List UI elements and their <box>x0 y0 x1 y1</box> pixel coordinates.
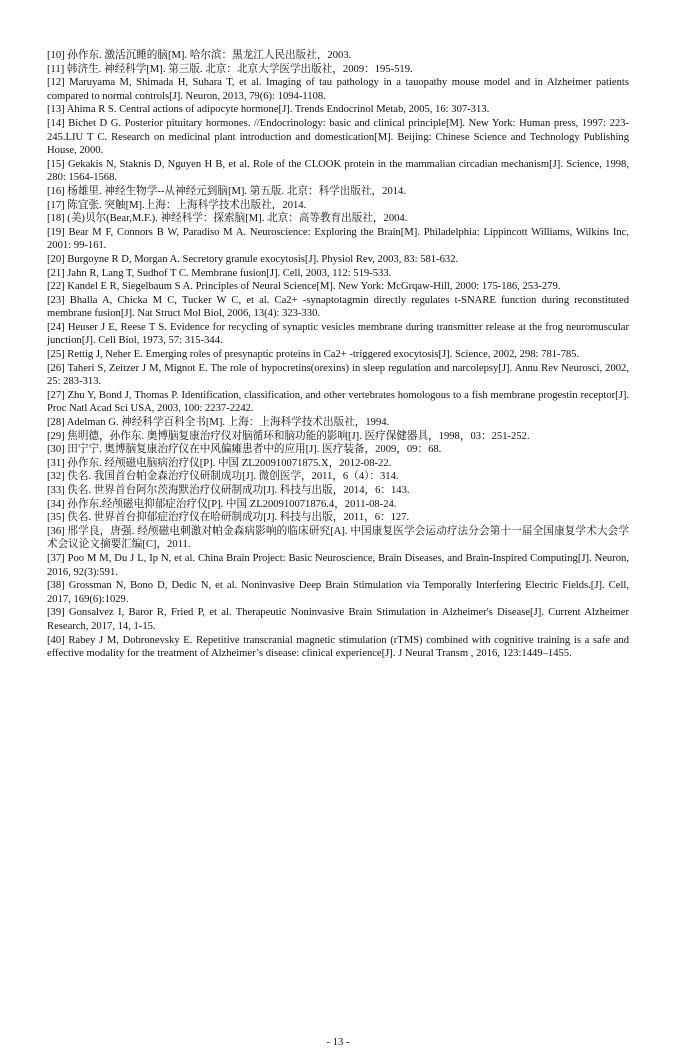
reference-entry: [10] 孙作东. 激活沉睡的脑[M]. 哈尔滨：黑龙江人民出版社，2003. <box>47 50 352 61</box>
reference-entry: [30] 田宁宁. 奥博脑复康治疗仪在中风偏瘫患者中的应用[J]. 医疗装备，2009，09：68. <box>47 444 442 456</box>
reference-entry: [32] 佚名. 我国首台帕金森治疗仪研制成功[J]. 微创医学，2011，6（4）：314. <box>47 471 399 483</box>
reference-entry: [20] Burgoyne R D, Morgan A. Secretory granule exocytosis[J]. Physiol Rev, 2003, 83: 581-632. <box>47 253 459 265</box>
reference-entry: [34] 孙作东.经颅磁电抑郁症治疗仪[P]. 中国 ZL200910071876.4，2011-08-24. <box>47 498 397 510</box>
page-number: - 13 - <box>326 1037 350 1048</box>
reference-entry: [14] Bichet D G. Posterior pituitary hormones. //Endocrinology: basic and clinical principle[M]. New York: Human press, 1997: 223-245.LIU T C. Research on medicinal plant introduction and domestication[M]. Beijing: Chinese Science and Technology Publishing House, 2000. <box>47 117 629 157</box>
reference-entry: [35] 佚名. 世界首台抑郁症治疗仪在哈研制成功[J]. 科技与出版，2011，6：127. <box>47 512 410 524</box>
reference-entry: [38] Grossman N, Bono D, Dedic N, et al. Noninvasive Deep Brain Stimulation via Temporally Interfering Electric Fields.[J]. Cell, 2017, 169(6):1029. <box>47 580 629 605</box>
reference-entry: [15] Gekakis N, Staknis D, Nguyen H B, et al. Role of the CLOOK protein in the mammalian circadian mechanism[J]. Science, 1998, 280: 1564-1568. <box>47 158 629 184</box>
reference-entry: [22] Kandel E R, Siegelbaum S A. Principles of Neural Science[M]. New York: McGrqaw-Hill, 2000: 175-186, 253-279. <box>47 281 561 293</box>
reference-entry: [11] 韩济生. 神经科学[M]. 第三版. 北京：北京大学医学出版社，2009：195-519. <box>47 63 413 75</box>
reference-entry: [29] 焦明德，孙作东. 奥博脑复康治疗仪对脑循环和脑功能的影响[J]. 医疗保健器具，1998，03：251-252. <box>47 430 530 442</box>
reference-entry: [21] Jahn R, Lang T, Sudhof T C. Membrane fusion[J]. Cell, 2003, 112: 519-533. <box>47 267 392 279</box>
reference-entry: [16] 杨雄里. 神经生物学--从神经元到脑[M]. 第五版. 北京：科学出版社，2014. <box>47 185 406 197</box>
reference-entry: [12] Maruyama M, Shimada H, Suhara T, et al. Imaging of tau pathology in a tauopathy mouse model and in Alzheimer patients compared to normal controls[J]. Neuron, 2013, 79(6): 1094-1108. <box>47 77 629 102</box>
reference-entry: [28] Adelman G. 神经科学百科全书[M]. 上海：上海科学技术出版社，1994. <box>47 417 390 429</box>
reference-list <box>47 49 629 661</box>
reference-entry: [25] Rettig J, Neher E. Emerging roles of presynaptic proteins in Ca2+ -triggered exocytosis[J]. Science, 2002, 298: 781-785. <box>47 349 580 361</box>
reference-entry: [17] 陈宜张. 突触[M].上海：上海科学技术出版社，2014. <box>47 199 307 211</box>
reference-entry: [39] Gonsalvez I, Baror R, Fried P, et al. Therapeutic Noninvasive Brain Stimulation in Alzheimer's Disease[J]. Current Alzheimer Research, 2017, 14, 1-15. <box>47 607 629 632</box>
reference-entry: [37] Poo M M, Du J L, Ip N, et al. China Brain Project: Basic Neuroscience, Brain Diseases, and Brain-Inspired Computing[J]. Neuron, 2016, 92(3):591. <box>47 552 629 578</box>
reference-entry: [23] Bhalla A, Chicka M C, Tucker W C, et al. Ca2+ -synaptotagmin directly regulates t-SNARE function during reconstituted membrane fusion[J]. Nat Struct Mol Biol, 2006, 13(4): 323-330. <box>47 294 629 320</box>
reference-entry: [13] Ahima R S. Central actions of adipocyte hormone[J]. Trends Endocrinol Metab, 2005, 16: 307-313. <box>47 104 490 116</box>
reference-entry: [36] 邢学良，唐强. 经颅磁电刺激对帕金森病影响的临床研究[A]. 中国康复医学会运动疗法分会第十一届全国康复学术大会学术会议论文摘要汇编[C]，2011. <box>47 525 629 551</box>
reference-entry: [40] Rabey J M, Dobronevsky E. Repetitive transcranial magnetic stimulation (rTMS) combined with cognitive training is a safe and effective modality for the treatment of Alzheimer’s disease: clinical experience[J]. J Neural Transm , 2016, 123:1449–1455. <box>47 634 629 660</box>
reference-entry: [27] Zhu Y, Bond J, Thomas P. Identification, classification, and other vertebrates homologous to a fish membrane progestin receptor[J]. Proc Natl Acad Sci USA, 2003, 100: 2237-2242. <box>47 389 629 415</box>
reference-entry: [18] (美)贝尔(Bear,M.F.). 神经科学：探索脑[M]. 北京：高等教育出版社，2004. <box>47 213 408 225</box>
reference-entry: [19] Bear M F, Connors B W, Paradiso M A. Neuroscience: Exploring the Brain[M]. Philadelphia: Lippincott Williams, Wilkins Inc, 2001: 99-161. <box>47 226 629 252</box>
reference-entry: [33] 佚名. 世界首台阿尔茨海默治疗仪研制成功[J]. 科技与出版，2014，6：143. <box>47 485 410 496</box>
reference-entry: [31] 孙作东. 经颅磁电脑病治疗仪[P]. 中国 ZL200910071875.X，2012-08-22. <box>47 457 392 469</box>
reference-entry: [24] Heuser J E, Reese T S. Evidence for recycling of synaptic vesicles membrane during transmitter release at the frog neuromuscular junction[J]. Cell Biol, 1973, 57: 315-344. <box>47 321 629 347</box>
reference-entry: [26] Taheri S, Zeitzer J M, Mignot E. The role of hypocretins(orexins) in sleep regulation and narcolepsy[J]. Annu Rev Neurosci, 2002, 25: 283-313. <box>47 362 629 388</box>
